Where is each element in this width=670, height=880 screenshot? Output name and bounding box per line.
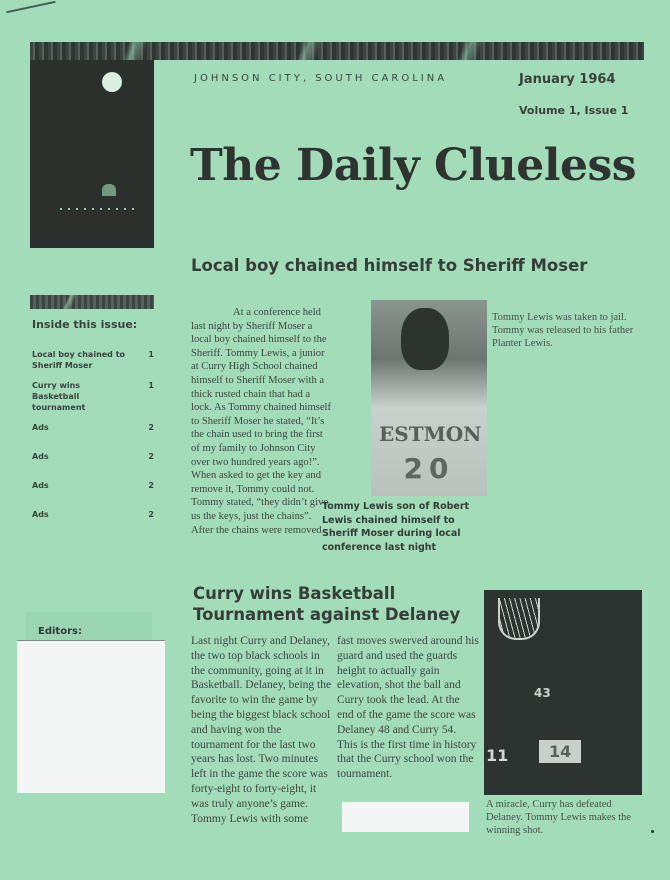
basketball-hoop-icon: [498, 598, 540, 640]
toc-label: Curry wins Basketball tournament: [32, 381, 86, 412]
toc-page: 2: [148, 510, 154, 519]
player-head: [401, 308, 449, 370]
stray-dot: [651, 830, 654, 833]
newspaper-title: The Daily Clueless: [190, 140, 636, 191]
jersey-text: ESTMON: [379, 422, 482, 446]
toc-item[interactable]: [32, 380, 154, 413]
article2-headline: Curry wins Basketball Tournament against Delaney: [193, 584, 461, 624]
toc-label: Local boy chained to Sheriff Moser: [32, 350, 126, 370]
photo-basketball-shot: [484, 590, 642, 795]
toc-label: Ads: [32, 423, 49, 432]
photo2-caption: A miracle, Curry has defeated Delaney. Tommy Lewis makes the winning shot.: [486, 799, 632, 836]
jersey-number: 20: [403, 452, 455, 485]
capitol-dome-icon: [102, 184, 116, 196]
masthead-volume: Volume 1, Issue 1: [519, 104, 629, 117]
masthead-date: January 1964: [519, 72, 616, 87]
player-number: 14: [539, 740, 581, 763]
player-number: 43: [534, 686, 551, 700]
cover-photo-night-capitol: [30, 60, 154, 248]
photo1-caption: Tommy Lewis son of Robert Lewis chained himself to Sheriff Moser during local conference last night: [322, 501, 470, 553]
inside-issue-title: Inside this issue:: [32, 318, 138, 331]
player-number: 11: [486, 746, 509, 765]
toc-label: Ads: [32, 481, 49, 490]
toc-page: 2: [148, 481, 154, 490]
toc-page: 2: [148, 452, 154, 461]
pen-mark: [6, 1, 55, 13]
toc-item[interactable]: [32, 480, 154, 491]
moon-icon: [102, 72, 122, 92]
editors-box: [17, 641, 165, 793]
toc-item[interactable]: [32, 349, 154, 371]
article2-col1: Last night Curry and Delaney, the two top black schools in the community, going at it in Basketball. Delaney, being the favorite to win the game by being the biggest black school and having won the tournament for the last two years has lost. Two minutes left in the game the score was forty-eight to forty-eight, it was truly anyone’s game. Tommy Lewis with some: [191, 635, 332, 825]
article1-body-text: At a conference held last night by Sheriff Moser a local boy chained himself to the Sheriff. Tommy Lewis, a junior at Curry High School chained himself to Sheriff Moser with a thick rusted chain that had a lock. As Tommy chained himself to Sheriff Moser he stated, “It’s the chain used to bring the first of my family to Johnson City over two hundred years ago!”. When asked to get the key and remove it, Tommy could not. Tommy stated, “they didn’t give us the keys, just the chains”. After the chains were removed: [191, 307, 331, 536]
toc-label: Ads: [32, 452, 49, 461]
article1-headline: Local boy chained himself to Sheriff Moser: [191, 256, 588, 275]
blank-label-box: [342, 802, 469, 832]
top-banner: [30, 42, 644, 60]
sidebar-banner: [30, 295, 154, 309]
toc-item[interactable]: [32, 451, 154, 462]
editors-label: Editors:: [38, 626, 82, 637]
city-lights: [60, 208, 140, 210]
toc-page: 1: [148, 350, 154, 359]
photo-tommy-lewis: [371, 300, 487, 496]
toc-page: 2: [148, 423, 154, 432]
article1-body: [191, 306, 333, 537]
toc-item[interactable]: [32, 422, 154, 433]
table-of-contents: [32, 349, 154, 538]
toc-label: Ads: [32, 510, 49, 519]
masthead-location: JOHNSON CITY, SOUTH CAROLINA: [194, 73, 448, 84]
article1-continued: Tommy Lewis was taken to jail. Tommy was released to his father Planter Lewis.: [492, 312, 634, 349]
toc-page: 1: [148, 381, 154, 390]
article2-col2: fast moves swerved around his guard and used the guards height to actually gain elevation, shot the ball and Curry took the lead. At the end of the game the score was Delaney 48 and Curry 54. This is the first time in history that the Curry school won the tournament.: [337, 635, 479, 781]
toc-item[interactable]: [32, 509, 154, 520]
